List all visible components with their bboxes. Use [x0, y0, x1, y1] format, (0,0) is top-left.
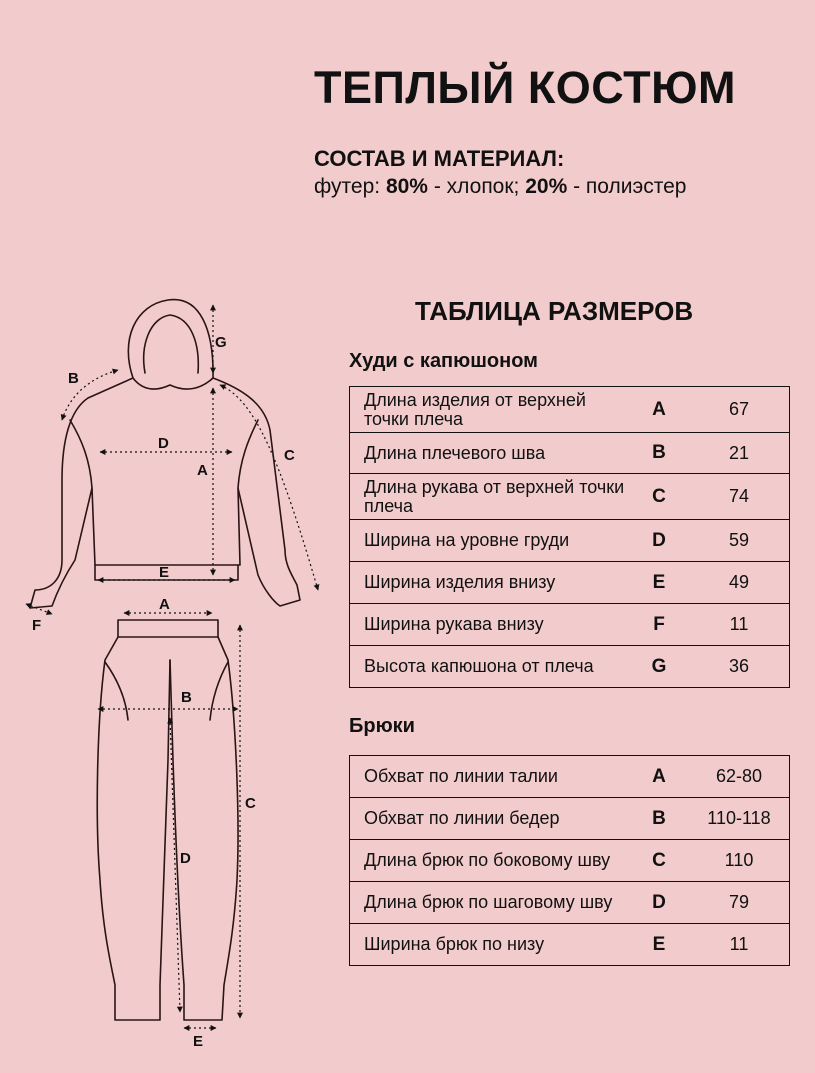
hoodie-label-e: E — [159, 564, 170, 581]
cotton-text: - хлопок; — [427, 175, 526, 198]
poly-text: - полиэстер — [567, 175, 687, 198]
size-name-cell: Длина брюк по боковому шву — [350, 840, 630, 882]
size-value-cell: 36 — [689, 646, 790, 688]
size-letter-cell: B — [629, 798, 689, 840]
size-name-cell: Ширина брюк по низу — [350, 924, 630, 966]
size-name-cell: Длина брюк по шаговому шву — [350, 882, 630, 924]
pants-label-c: C — [245, 795, 256, 812]
size-letter-cell: D — [629, 520, 689, 562]
size-name-cell: Ширина на уровне груди — [350, 520, 630, 562]
hoodie-label-d: D — [158, 435, 169, 452]
hoodie-label-g: G — [215, 334, 227, 351]
size-name-cell: Ширина изделия внизу — [350, 562, 630, 604]
size-letter-cell: D — [629, 882, 689, 924]
size-name-cell: Длина рукава от верхней точки плеча — [350, 474, 630, 520]
size-name-cell: Длина плечевого шва — [350, 433, 630, 474]
size-value-cell: 11 — [689, 924, 790, 966]
size-value-cell: 74 — [689, 474, 790, 520]
size-value-cell: 11 — [689, 604, 790, 646]
size-letter-cell: A — [629, 756, 689, 798]
hoodie-label-b: B — [68, 370, 79, 387]
size-name-cell: Высота капюшона от плеча — [350, 646, 630, 688]
size-value-cell: 62-80 — [689, 756, 790, 798]
size-letter-cell: B — [629, 433, 689, 474]
pants-label-a: A — [159, 596, 170, 613]
size-name-cell: Длина изделия от верхней точки плеча — [350, 387, 630, 433]
hoodie-outline — [30, 300, 300, 608]
size-name-cell: Обхват по линии бедер — [350, 798, 630, 840]
composition-prefix: футер: — [314, 175, 386, 198]
size-letter-cell: E — [629, 562, 689, 604]
size-value-cell: 59 — [689, 520, 790, 562]
poly-percent: 20% — [525, 175, 568, 198]
pants-label-d: D — [180, 850, 191, 867]
size-value-cell: 110-118 — [689, 798, 790, 840]
size-value-cell: 67 — [689, 387, 790, 433]
cotton-percent: 80% — [385, 175, 428, 198]
size-letter-cell: F — [629, 604, 689, 646]
pants-label-b: B — [181, 689, 192, 706]
size-value-cell: 21 — [689, 433, 790, 474]
measure-lines — [26, 305, 318, 1028]
size-value-cell: 49 — [689, 562, 790, 604]
size-letter-cell: G — [629, 646, 689, 688]
size-name-cell: Ширина рукава внизу — [350, 604, 630, 646]
composition-heading: СОСТАВ И МАТЕРИАЛ: — [314, 146, 565, 171]
hoodie-label-f: F — [32, 617, 42, 634]
pants-outline — [97, 620, 238, 1020]
hoodie-label-c: C — [284, 447, 295, 464]
size-letter-cell: A — [629, 387, 689, 433]
size-letter-cell: C — [629, 840, 689, 882]
size-letter-cell: C — [629, 474, 689, 520]
hoodie-label-a: A — [197, 462, 208, 479]
page-title: ТЕПЛЫЙ КОСТЮМ — [314, 62, 737, 113]
hoodie-section-title: Худи с капюшоном — [349, 350, 538, 372]
size-name-cell: Обхват по линии талии — [350, 756, 630, 798]
size-table-title: ТАБЛИЦА РАЗМЕРОВ — [415, 296, 694, 326]
pants-label-e: E — [193, 1033, 204, 1050]
size-value-cell: 79 — [689, 882, 790, 924]
size-value-cell: 110 — [689, 840, 790, 882]
size-letter-cell: E — [629, 924, 689, 966]
pants-section-title: Брюки — [349, 715, 415, 737]
